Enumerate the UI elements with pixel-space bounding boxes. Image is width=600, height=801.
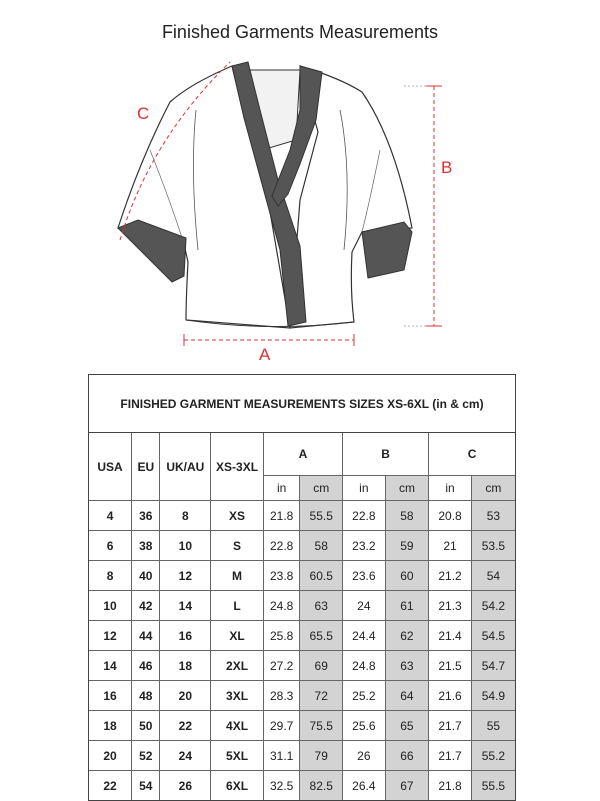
cell-ukau: 14 (160, 591, 211, 621)
cell-b-cm: 62 (385, 621, 429, 651)
cell-size: XL (211, 621, 264, 651)
cell-b-in: 25.2 (343, 681, 386, 711)
cell-b-cm: 64 (385, 681, 429, 711)
cell-usa: 18 (89, 711, 132, 741)
cell-usa: 14 (89, 651, 132, 681)
cell-usa: 22 (89, 771, 132, 801)
table-row (89, 771, 515, 801)
cell-a-cm: 82.5 (300, 771, 343, 801)
label-c: C (137, 104, 150, 123)
cell-b-cm: 66 (385, 741, 429, 771)
cell-a-in: 32.5 (263, 771, 300, 801)
unit-in: in (263, 476, 300, 501)
cell-c-in: 21.2 (429, 561, 472, 591)
cell-a-cm: 63 (300, 591, 343, 621)
cell-ukau: 8 (160, 501, 211, 531)
header-eu: EU (132, 433, 160, 501)
cell-usa: 6 (89, 531, 132, 561)
cell-a-in: 29.7 (263, 711, 300, 741)
cell-c-in: 21.6 (429, 681, 472, 711)
cell-b-in: 22.8 (343, 501, 386, 531)
cell-size: XS (211, 501, 264, 531)
cell-b-in: 23.6 (343, 561, 386, 591)
cell-b-in: 24.4 (343, 621, 386, 651)
cell-usa: 16 (89, 681, 132, 711)
header-usa: USA (89, 433, 132, 501)
cell-a-cm: 79 (300, 741, 343, 771)
cell-a-in: 24.8 (263, 591, 300, 621)
garment-diagram (0, 0, 600, 370)
cell-ukau: 22 (160, 711, 211, 741)
table-row (89, 741, 515, 771)
cell-a-in: 22.8 (263, 531, 300, 561)
cell-b-in: 23.2 (343, 531, 386, 561)
cell-b-cm: 58 (385, 501, 429, 531)
cell-c-cm: 54 (471, 561, 515, 591)
header-size: XS-3XL (211, 433, 264, 501)
cell-b-in: 25.6 (343, 711, 386, 741)
header-b: B (343, 433, 429, 476)
cell-size: S (211, 531, 264, 561)
page-title: Finished Garments Measurements (161, 22, 439, 42)
table-row (89, 531, 515, 561)
label-b: B (441, 158, 453, 177)
cell-c-cm: 55 (471, 711, 515, 741)
cell-b-cm: 63 (385, 651, 429, 681)
cell-c-in: 20.8 (429, 501, 472, 531)
cell-b-in: 24.8 (343, 651, 386, 681)
cell-eu: 54 (132, 771, 160, 801)
cell-usa: 12 (89, 621, 132, 651)
cell-c-in: 21.7 (429, 711, 472, 741)
cell-c-cm: 54.9 (471, 681, 515, 711)
cell-eu: 38 (132, 531, 160, 561)
cell-size: 5XL (211, 741, 264, 771)
cell-a-in: 25.8 (263, 621, 300, 651)
cell-ukau: 10 (160, 531, 211, 561)
cell-ukau: 26 (160, 771, 211, 801)
cell-ukau: 18 (160, 651, 211, 681)
cell-a-in: 28.3 (263, 681, 300, 711)
cell-ukau: 12 (160, 561, 211, 591)
header-c: C (429, 433, 515, 476)
right-cuff (362, 222, 412, 278)
cell-b-cm: 65 (385, 711, 429, 741)
cell-b-cm: 59 (385, 531, 429, 561)
table-row (89, 651, 515, 681)
cell-c-in: 21.7 (429, 741, 472, 771)
cell-a-cm: 69 (300, 651, 343, 681)
cell-eu: 44 (132, 621, 160, 651)
cell-c-cm: 53.5 (471, 531, 515, 561)
cell-c-in: 21.5 (429, 651, 472, 681)
table-row (89, 711, 515, 741)
table-title: FINISHED GARMENT MEASUREMENTS SIZES XS-6XL (in & cm) (89, 375, 515, 433)
unit-cm: cm (471, 476, 515, 501)
cell-size: L (211, 591, 264, 621)
cell-a-in: 31.1 (263, 741, 300, 771)
cell-c-cm: 54.5 (471, 621, 515, 651)
cell-eu: 46 (132, 651, 160, 681)
cell-a-in: 23.8 (263, 561, 300, 591)
cell-b-in: 26.4 (343, 771, 386, 801)
cell-usa: 8 (89, 561, 132, 591)
cell-eu: 42 (132, 591, 160, 621)
cell-eu: 50 (132, 711, 160, 741)
cell-a-cm: 60.5 (300, 561, 343, 591)
cell-c-in: 21.4 (429, 621, 472, 651)
cell-b-in: 26 (343, 741, 386, 771)
cell-b-in: 24 (343, 591, 386, 621)
unit-in: in (343, 476, 386, 501)
label-a: A (259, 345, 271, 364)
cell-ukau: 24 (160, 741, 211, 771)
unit-cm: cm (300, 476, 343, 501)
cell-c-cm: 55.2 (471, 741, 515, 771)
unit-in: in (429, 476, 472, 501)
cell-ukau: 20 (160, 681, 211, 711)
cell-usa: 10 (89, 591, 132, 621)
cell-size: 6XL (211, 771, 264, 801)
cell-c-in: 21.3 (429, 591, 472, 621)
table-row (89, 561, 515, 591)
measurement-table (88, 374, 516, 801)
cell-a-cm: 55.5 (300, 501, 343, 531)
cell-c-cm: 54.2 (471, 591, 515, 621)
cell-b-cm: 61 (385, 591, 429, 621)
cell-a-cm: 58 (300, 531, 343, 561)
cell-size: 2XL (211, 651, 264, 681)
cell-usa: 20 (89, 741, 132, 771)
cell-a-in: 27.2 (263, 651, 300, 681)
cell-c-cm: 53 (471, 501, 515, 531)
cell-usa: 4 (89, 501, 132, 531)
cell-c-cm: 55.5 (471, 771, 515, 801)
cell-c-in: 21.8 (429, 771, 472, 801)
table-row (89, 621, 515, 651)
cell-c-cm: 54.7 (471, 651, 515, 681)
cell-size: 3XL (211, 681, 264, 711)
cell-eu: 40 (132, 561, 160, 591)
cell-b-cm: 60 (385, 561, 429, 591)
cell-c-in: 21 (429, 531, 472, 561)
cell-eu: 36 (132, 501, 160, 531)
table-row (89, 591, 515, 621)
cell-ukau: 16 (160, 621, 211, 651)
cell-eu: 48 (132, 681, 160, 711)
cell-size: 4XL (211, 711, 264, 741)
table-row (89, 501, 515, 531)
cell-eu: 52 (132, 741, 160, 771)
cell-a-cm: 72 (300, 681, 343, 711)
cell-a-cm: 65.5 (300, 621, 343, 651)
table-row (89, 681, 515, 711)
cell-b-cm: 67 (385, 771, 429, 801)
header-ukau: UK/AU (160, 433, 211, 501)
header-a: A (263, 433, 342, 476)
cell-size: M (211, 561, 264, 591)
unit-cm: cm (385, 476, 429, 501)
cell-a-cm: 75.5 (300, 711, 343, 741)
cell-a-in: 21.8 (263, 501, 300, 531)
